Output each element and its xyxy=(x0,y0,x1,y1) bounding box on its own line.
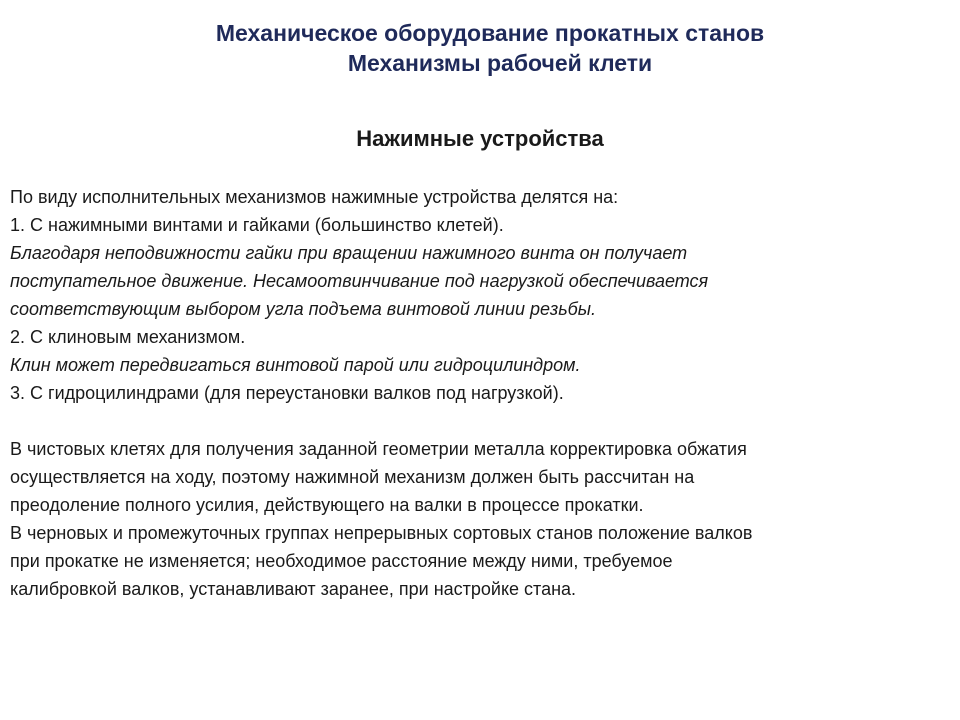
body-line-finishing-b: осуществляется на ходу, поэтому нажимной механизм должен быть рассчитан на xyxy=(10,467,695,487)
body-line-item-3: 3. С гидроцилиндрами (для переустановки валков под нагрузкой). xyxy=(10,383,564,403)
paragraph-gap xyxy=(10,407,950,435)
slide-body xyxy=(10,183,950,603)
body-line-finishing-c: преодоление полного усилия, действующего на валки в процессе прокатки. xyxy=(10,495,644,515)
body-line-finishing-a: В чистовых клетях для получения заданной геометрии металла корректировка обжатия xyxy=(10,439,747,459)
body-line-roughing-a: В черновых и промежуточных группах непрерывных сортовых станов положение валков xyxy=(10,523,753,543)
body-line-roughing-b: при прокатке не изменяется; необходимое расстояние между ними, требуемое xyxy=(10,551,673,571)
body-line-item-2-note: Клин может передвигаться винтовой парой или гидроцилиндром. xyxy=(10,355,581,375)
slide-subtitle: Нажимные устройства xyxy=(356,126,604,151)
body-line-item-1-note-b: поступательное движение. Несамоотвинчивание под нагрузкой обеспечивается xyxy=(10,271,709,291)
body-line-item-1: 1. С нажимными винтами и гайками (большинство клетей). xyxy=(10,215,504,235)
slide-title: Механическое оборудование прокатных станов xyxy=(215,20,765,46)
body-line-item-1-note-c: соответствующим выбором угла подъема винтовой линии резьбы. xyxy=(10,299,597,319)
body-line-intro: По виду исполнительных механизмов нажимные устройства делятся на: xyxy=(10,187,619,207)
body-line-item-2: 2. С клиновым механизмом. xyxy=(10,327,246,347)
slide-section-title: Механизмы рабочей клети xyxy=(347,50,653,76)
slide-header xyxy=(0,18,960,78)
body-line-item-1-note-a: Благодаря неподвижности гайки при вращении нажимного винта он получает xyxy=(10,243,688,263)
body-line-roughing-c: калибровкой валков, устанавливают заранее, при настройке стана. xyxy=(10,579,577,599)
